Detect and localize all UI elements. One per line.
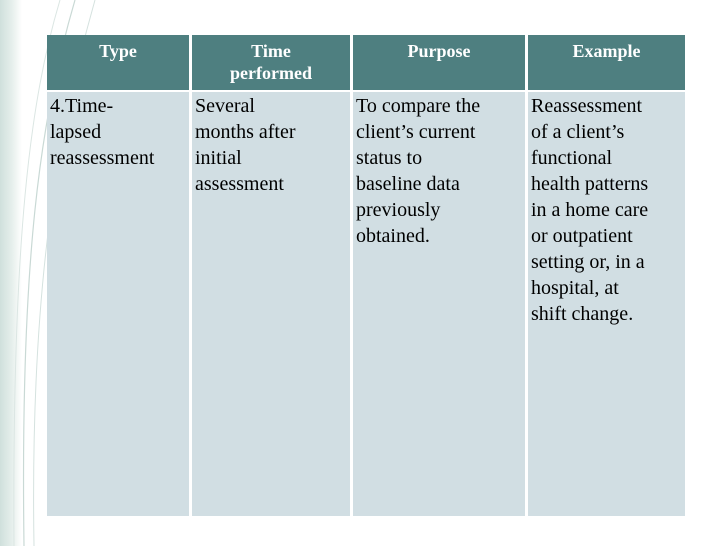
header-time-performed: Time performed	[192, 35, 350, 90]
cell-example: Reassessment of a client’s functional health patterns in a home care or outpatient setting or, in a hospital, at shift change.	[528, 92, 685, 516]
header-example: Example	[528, 35, 685, 90]
cell-type: 4.Time- lapsed reassessment	[47, 92, 189, 516]
header-type: Type	[47, 35, 189, 90]
assessment-table	[47, 35, 685, 516]
cell-purpose: To compare the client’s current status to baseline data previously obtained.	[353, 92, 525, 516]
header-purpose: Purpose	[353, 35, 525, 90]
cell-time-performed: Several months after initial assessment	[192, 92, 350, 516]
